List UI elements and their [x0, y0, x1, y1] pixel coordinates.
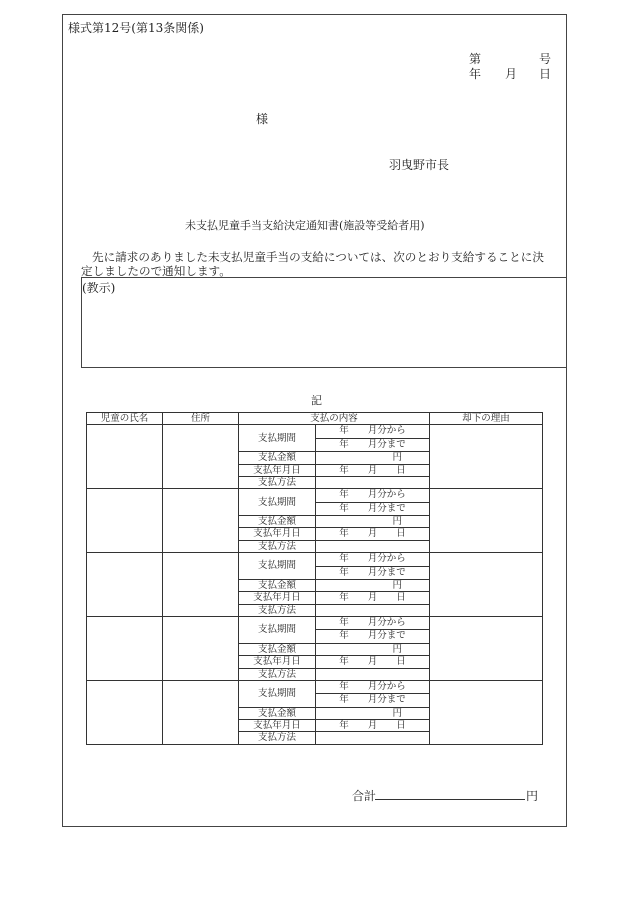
- payment-table: [86, 412, 543, 745]
- method-cell[interactable]: [316, 476, 430, 488]
- rejection-reason-cell[interactable]: [430, 616, 543, 680]
- address-cell[interactable]: [163, 680, 239, 744]
- method-cell[interactable]: [316, 732, 430, 744]
- method-cell[interactable]: [316, 604, 430, 616]
- document-title: 未支払児童手当支給決定通知書(施設等受給者用): [185, 219, 425, 232]
- table-row: [87, 680, 543, 694]
- method-label: 支払方法: [239, 668, 316, 680]
- table-row: [87, 489, 543, 503]
- period-from-cell[interactable]: 年 月分から: [316, 553, 430, 567]
- doc-number-go: 号: [539, 52, 552, 66]
- child-name-cell[interactable]: [87, 489, 163, 553]
- date-cell[interactable]: 年 月 日: [316, 720, 430, 732]
- method-cell[interactable]: [316, 540, 430, 552]
- period-from-cell[interactable]: 年 月分から: [316, 680, 430, 694]
- amount-cell[interactable]: 円: [316, 516, 430, 528]
- amount-label: 支払金額: [239, 516, 316, 528]
- date-label: 支払年月日: [239, 528, 316, 540]
- header-payment-content: 支払の内容: [239, 413, 430, 425]
- addressee-suffix: 様: [256, 112, 269, 126]
- period-label: 支払期間: [239, 489, 316, 516]
- table-row: [87, 553, 543, 567]
- child-name-cell[interactable]: [87, 553, 163, 617]
- address-cell[interactable]: [163, 616, 239, 680]
- rejection-reason-cell[interactable]: [430, 425, 543, 489]
- address-cell[interactable]: [163, 553, 239, 617]
- period-to-cell[interactable]: 年 月分まで: [316, 694, 430, 708]
- date-label: 支払年月日: [239, 720, 316, 732]
- table-row: [87, 616, 543, 630]
- amount-label: 支払金額: [239, 580, 316, 592]
- amount-cell[interactable]: 円: [316, 452, 430, 464]
- date-month: 月: [505, 67, 518, 81]
- body-text-line1: 先に請求のありました未支払児童手当の支給については、次のとおり支給することに決: [92, 250, 544, 264]
- amount-label: 支払金額: [239, 643, 316, 655]
- doc-number-dai: 第: [469, 52, 482, 66]
- notice-label: (教示): [82, 281, 116, 295]
- header-child-name: 児童の氏名: [87, 413, 163, 425]
- amount-cell[interactable]: 円: [316, 707, 430, 719]
- ki-label: 記: [311, 394, 322, 407]
- amount-label: 支払金額: [239, 707, 316, 719]
- rejection-reason-cell[interactable]: [430, 553, 543, 617]
- header-address: 住所: [163, 413, 239, 425]
- date-cell[interactable]: 年 月 日: [316, 464, 430, 476]
- period-to-cell[interactable]: 年 月分まで: [316, 438, 430, 452]
- period-from-cell[interactable]: 年 月分から: [316, 489, 430, 503]
- date-label: 支払年月日: [239, 592, 316, 604]
- method-label: 支払方法: [239, 732, 316, 744]
- amount-label: 支払金額: [239, 452, 316, 464]
- date-label: 支払年月日: [239, 656, 316, 668]
- total-label: 合計: [352, 789, 377, 803]
- period-label: 支払期間: [239, 553, 316, 580]
- method-cell[interactable]: [316, 668, 430, 680]
- period-to-cell[interactable]: 年 月分まで: [316, 502, 430, 516]
- rejection-reason-cell[interactable]: [430, 489, 543, 553]
- period-label: 支払期間: [239, 616, 316, 643]
- date-day: 日: [539, 67, 552, 81]
- method-label: 支払方法: [239, 604, 316, 616]
- rejection-reason-cell[interactable]: [430, 680, 543, 744]
- period-label: 支払期間: [239, 425, 316, 452]
- date-year: 年: [469, 67, 482, 81]
- notice-box: [81, 277, 567, 368]
- address-cell[interactable]: [163, 489, 239, 553]
- child-name-cell[interactable]: [87, 616, 163, 680]
- method-label: 支払方法: [239, 476, 316, 488]
- address-cell[interactable]: [163, 425, 239, 489]
- amount-cell[interactable]: 円: [316, 580, 430, 592]
- date-cell[interactable]: 年 月 日: [316, 528, 430, 540]
- method-label: 支払方法: [239, 540, 316, 552]
- total-amount-line[interactable]: [375, 799, 525, 800]
- child-name-cell[interactable]: [87, 425, 163, 489]
- date-label: 支払年月日: [239, 464, 316, 476]
- issuer: 羽曳野市長: [389, 158, 450, 172]
- table-row: [87, 425, 543, 439]
- date-cell[interactable]: 年 月 日: [316, 592, 430, 604]
- period-to-cell[interactable]: 年 月分まで: [316, 566, 430, 580]
- total-unit: 円: [526, 789, 539, 803]
- period-from-cell[interactable]: 年 月分から: [316, 425, 430, 439]
- form-number: 様式第12号(第13条関係): [68, 21, 204, 35]
- header-rejection-reason: 却下の理由: [430, 413, 543, 425]
- body-text-line2: 定しましたので通知します。: [81, 264, 231, 278]
- child-name-cell[interactable]: [87, 680, 163, 744]
- period-from-cell[interactable]: 年 月分から: [316, 616, 430, 630]
- amount-cell[interactable]: 円: [316, 643, 430, 655]
- date-cell[interactable]: 年 月 日: [316, 656, 430, 668]
- table-header-row: [87, 413, 543, 425]
- period-label: 支払期間: [239, 680, 316, 707]
- period-to-cell[interactable]: 年 月分まで: [316, 630, 430, 644]
